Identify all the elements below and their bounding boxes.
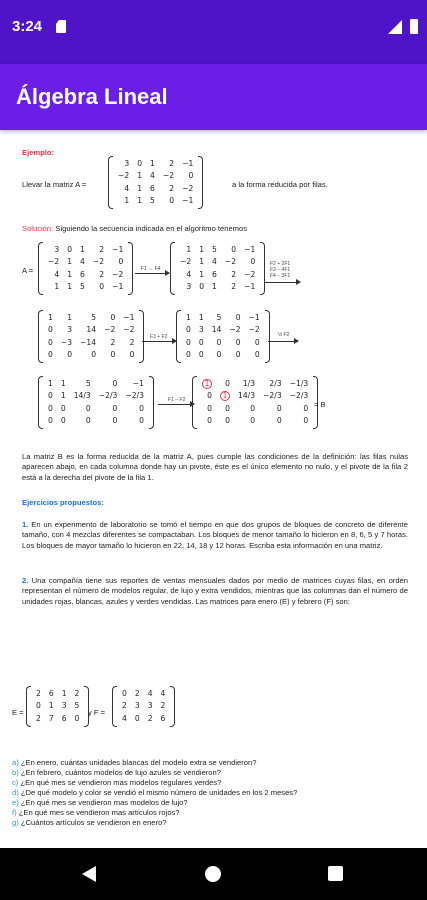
matrix-cell: 0: [60, 415, 66, 425]
matrix-cell: 1: [54, 281, 60, 291]
matrix-row: [182, 324, 264, 336]
matrix-cell: 3: [198, 325, 204, 335]
matrix-cell: −1: [182, 159, 194, 168]
matrix-row: [114, 170, 197, 182]
matrix-cell: 6: [160, 713, 166, 723]
matrix-cell: 1: [150, 159, 155, 168]
matrix-cell: 4: [54, 269, 60, 279]
step1-arrow: [135, 273, 169, 274]
signal-icon: [388, 20, 402, 34]
matrix-cell: 5: [74, 701, 80, 711]
matrix-cell: 0: [225, 415, 230, 425]
matrix-cell: 0: [110, 313, 116, 322]
matrix-cell: −2: [248, 325, 260, 335]
matrix-row: [44, 312, 138, 324]
question-item: [12, 808, 180, 818]
matrix-cell: 4: [124, 183, 130, 193]
exercise-1: [22, 520, 408, 551]
matrix-cell: 2: [110, 337, 116, 347]
question-text: ¿En qué mes se vendieron mas modelos regulares verdes?: [20, 778, 222, 787]
matrix-cell: 4: [212, 257, 217, 267]
matrix-cell: 0: [67, 349, 73, 359]
matrix-cell: 5: [150, 195, 155, 205]
question-text: ¿En febrero, cuántos modelos de lujo azules se vendieron?: [20, 768, 221, 777]
matrix-cell: 1: [198, 313, 204, 322]
matrix-cell: 0: [276, 403, 282, 413]
matrix-cell: 3: [67, 325, 73, 335]
example-intro: Llevar la matriz A =: [22, 180, 87, 189]
matrix-cell: 0: [198, 349, 204, 359]
question-item: [12, 768, 221, 778]
matrix-cell: −2: [180, 257, 192, 267]
matrix-cell: 0: [36, 701, 41, 711]
matrix-row: [198, 403, 312, 415]
question-item: [12, 788, 297, 798]
matrix-cell: 0: [48, 391, 53, 401]
back-icon[interactable]: [82, 866, 96, 882]
matrix-cell: 0: [91, 349, 97, 359]
matrix-row: [114, 183, 197, 195]
matrix-cell: −2/3: [289, 391, 309, 401]
question-letter: e): [12, 798, 21, 807]
matrix-cell: −1: [248, 313, 260, 322]
matrix-cell: 0: [254, 349, 260, 359]
battery-icon: [410, 19, 418, 34]
matrix-cell: 4: [160, 689, 166, 698]
step1-label: A =: [22, 266, 34, 275]
matrix-cell: −14: [80, 337, 97, 347]
step1-op: F1 ↔ F4: [141, 266, 161, 272]
example-heading: Ejemplo:: [22, 148, 55, 157]
matrix-row: [118, 713, 169, 725]
matrix-cell: 1: [137, 171, 143, 181]
pivot-marker: 1: [202, 379, 212, 389]
matrix-cell: 14/3: [238, 391, 256, 401]
matrix-cell: 5: [85, 379, 91, 388]
matrix-cell: 6: [61, 713, 67, 723]
matrix-cell: −2: [182, 183, 194, 193]
matrix-cell: 0: [188, 171, 194, 181]
matrix-cell: −2/3: [98, 391, 118, 401]
matrix-cell: −2: [224, 257, 237, 267]
question-letter: c): [12, 778, 21, 787]
matrix-cell: 0: [216, 337, 222, 347]
matrix-row: [198, 378, 312, 390]
matrix-cell: 5: [91, 313, 97, 322]
matrix-cell: 1: [60, 391, 66, 401]
matrix-cell: 1: [67, 269, 73, 279]
matrix-row: [44, 324, 138, 336]
matrix-cell: 0: [99, 281, 105, 291]
matrix-row: [114, 195, 197, 207]
matrix-cell: −1: [112, 281, 124, 291]
matrix-cell: 0: [198, 337, 204, 347]
question-item: [12, 798, 188, 808]
matrix-cell: 1: [67, 281, 73, 291]
question-item: [12, 758, 256, 768]
exercise-2: [22, 576, 408, 607]
question-letter: b): [12, 768, 21, 777]
matrix-cell: 3: [124, 159, 130, 168]
matrix-row: [44, 256, 127, 268]
matrix-cell: −1: [182, 195, 194, 205]
matrix-cell: 6: [48, 689, 54, 698]
matrix-cell: 2: [169, 183, 175, 193]
example-intro-tail: a la forma reducida por filas.: [232, 180, 328, 189]
matrix-cell: 0: [169, 195, 175, 205]
matrix-cell: 0: [207, 415, 212, 425]
matrix-cell: 0: [186, 349, 191, 359]
sim-card-icon: [56, 20, 66, 33]
matrix-cell: 4: [147, 689, 153, 698]
matrix-cell: 0: [303, 403, 309, 413]
matrix-cell: 0: [231, 245, 237, 254]
step6-matrix: [192, 376, 318, 429]
matrix-cell: 3: [134, 701, 140, 711]
matrix-row: [176, 269, 259, 281]
matrix-cell: −2/3: [263, 391, 282, 401]
exercise-2-text: Una compañía tiene sus reportes de ventas mensuales dados por medio de matrices cuyas filas, en orden representan el número de modelos regular, de lujo y extra vendidos, mientras que las columnas dan el número de unidades rojas, blancas, azules y verdes vendidas. Las matrices para enero (E) y febrero (F) son:: [22, 576, 408, 606]
matrix-row: [44, 403, 148, 415]
matrix-cell: 0: [48, 337, 53, 347]
matrix-cell: 0: [137, 159, 143, 168]
matrix-row: [176, 256, 259, 268]
matrix-cell: −1: [123, 313, 135, 322]
matrix-row: [182, 312, 264, 324]
navigation-bar: [0, 848, 427, 900]
matrix-cell: 1: [199, 269, 205, 279]
matrix-cell: 6: [212, 269, 217, 279]
matrix-cell: −3: [60, 337, 73, 347]
matrix-cell: 0: [216, 349, 222, 359]
matrix-cell: 2: [160, 701, 166, 711]
matrix-cell: [198, 378, 216, 390]
matrix-cell: 2: [99, 269, 105, 279]
matrix-row: [44, 269, 127, 281]
matrix-cell: −2/3: [125, 391, 144, 401]
question-letter: g): [12, 818, 21, 827]
step4-matrix: [176, 310, 270, 363]
question-letter: f): [12, 808, 19, 817]
matrix-cell: 3: [61, 701, 67, 711]
matrix-cell: 0: [134, 713, 140, 723]
matrix-cell: 2: [74, 689, 80, 698]
matrix-cell: 3: [54, 245, 60, 254]
matrix-cell: 6: [150, 183, 155, 193]
matrix-cell: 0: [85, 415, 91, 425]
question-text: ¿De qué modelo y color se vendió el mismo número de unidades en los 2 meses?: [20, 788, 298, 797]
exercise-1-text: En un experimento de laboratorio se tomó el tiempo en que dos grupos de bloques de concreto de diferente tamaño, con 4 mezclas diferentes se compactaban. Los bloques de menor tamaño lo hicieron en 8, 6, 5 y 7 horas. Los bloques de mayor tamaño lo hicieron en 22, 14, 18 y 12 horas. Escriba esta información en una matriz.: [22, 520, 408, 550]
question-item: [12, 778, 221, 788]
question-text: ¿En qué mes se vendieron mas artículos rojos?: [18, 808, 180, 817]
matrix-cell: 0: [112, 403, 118, 413]
question-letter: a): [12, 758, 21, 767]
matrix-cell: 0: [303, 415, 309, 425]
matrix-cell: 0: [250, 257, 256, 267]
matrix-f: [112, 686, 175, 727]
matrix-row: [32, 713, 83, 725]
solution-line: [22, 224, 247, 234]
matrix-cell: 5: [212, 245, 217, 254]
matrix-cell: 0: [122, 689, 127, 698]
question-text: ¿En enero, cuántas unidades blancas del modelo extra se vendieron?: [20, 758, 257, 767]
matrix-cell: 0: [48, 349, 53, 359]
home-icon[interactable]: [205, 866, 221, 882]
result-label: = B: [314, 400, 326, 409]
matrix-cell: −1: [244, 245, 256, 254]
status-bar: [0, 0, 427, 64]
matrix-row: [118, 688, 169, 700]
matrix-cell: 1: [67, 313, 73, 322]
matrix-cell: 0: [254, 337, 260, 347]
step3-op: F3 + F2: [150, 334, 168, 340]
matrix-cell: −1/3: [289, 379, 309, 388]
matrix-cell: 0: [225, 379, 230, 388]
step5-arrow: [158, 404, 194, 405]
matrix-row: [32, 688, 83, 700]
matrix-cell: −2: [118, 171, 130, 181]
matrix-cell: 7: [48, 713, 54, 723]
matrix-cell: 0: [67, 245, 73, 254]
step2-op-3: F4 − 3F1: [270, 273, 291, 279]
step3-matrix: [38, 310, 144, 363]
matrix-cell: 4: [80, 257, 85, 267]
step5-op: F1 − F2: [168, 397, 186, 403]
pivot-marker: 1: [220, 391, 230, 401]
matrix-cell: 0: [110, 349, 116, 359]
matrix-cell: 1: [199, 257, 205, 267]
matrix-cell: −1: [244, 281, 256, 291]
matrix-cell: 0: [186, 337, 191, 347]
matrix-cell: 1: [48, 313, 53, 322]
matrix-cell: −2: [162, 171, 175, 181]
exercises-heading: Ejercicios propuestos:: [22, 498, 104, 507]
matrix-cell: 2/3: [269, 379, 282, 388]
step2-arrow: [264, 282, 300, 283]
matrix-cell: −2: [92, 257, 105, 267]
matrix-cell: −1: [132, 379, 144, 388]
matrix-row: [44, 281, 127, 293]
matrix-cell: −2: [104, 325, 116, 335]
matrix-cell: [216, 390, 234, 402]
matrix-row: [44, 349, 138, 361]
matrix-cell: 2: [147, 713, 153, 723]
matrix-cell: 1: [61, 689, 67, 698]
conclusion-text: La matriz B es la forma reducida de la matriz A, pues cumple las condiciones de la definición: las filas nulas aparecen abajo, en cada columna donde hay un pivote, éste es el único elemento no nulo, y el pivote de la fila 2 está a la derecha del pivote de la fila 1.: [22, 452, 408, 482]
matrix-cell: 1: [137, 195, 143, 205]
step5-matrix: [38, 376, 154, 429]
matrix-f-label: y F =: [88, 708, 106, 717]
step3-arrow: [142, 341, 176, 342]
matrix-cell: −2: [112, 269, 124, 279]
matrix-cell: 1: [186, 313, 191, 322]
matrix-cell: 2: [36, 713, 41, 723]
question-letter: d): [12, 788, 21, 797]
step2-op-2: F3 − 4F1: [270, 267, 291, 273]
matrix-cell: −2: [123, 325, 135, 335]
matrix-row: [176, 244, 259, 256]
question-text: ¿Cuántos artículos se vendieron en enero?: [20, 818, 167, 827]
matrix-cell: 14: [211, 325, 222, 335]
matrix-cell: 1/3: [242, 379, 256, 388]
app-title: Álgebra Lineal: [16, 84, 168, 109]
matrix-cell: 0: [199, 281, 205, 291]
matrix-cell: 0: [207, 391, 212, 401]
matrix-cell: 0: [186, 325, 191, 335]
step2-ops: [270, 261, 290, 279]
matrix-cell: 1: [186, 245, 192, 254]
matrix-e-label: E =: [12, 708, 24, 717]
matrix-cell: 0: [112, 415, 118, 425]
step4-arrow: [268, 341, 298, 342]
matrix-cell: 14/3: [73, 391, 91, 401]
matrix-cell: 4: [150, 171, 155, 181]
matrix-cell: 2: [231, 269, 237, 279]
matrix-cell: 0: [118, 257, 124, 267]
matrix-cell: 1: [199, 245, 205, 254]
step1-matrix: [38, 242, 133, 295]
exercise-2-number: 2.: [22, 576, 29, 585]
matrix-cell: 0: [85, 403, 91, 413]
matrix-row: [44, 390, 148, 402]
matrix-cell: 0: [139, 415, 144, 425]
question-item: [12, 818, 167, 828]
step4-op: ⅓ F2: [278, 332, 290, 338]
matrix-row: [176, 281, 259, 293]
step2-op-1: F2 + 2F1: [270, 261, 291, 267]
matrix-row: [198, 415, 312, 427]
matrix-cell: 2: [122, 701, 127, 711]
lesson-content[interactable]: [0, 130, 427, 848]
matrix-cell: 1: [48, 701, 54, 711]
matrix-cell: 0: [207, 403, 212, 413]
matrix-row: [182, 337, 264, 349]
step2-matrix: [170, 242, 265, 295]
solution-text: Siguiendo la secuencia indicada en el algoritmo tenemos: [55, 224, 248, 233]
matrix-cell: 3: [147, 701, 153, 711]
matrix-cell: 5: [80, 281, 85, 291]
matrix-cell: 0: [250, 415, 256, 425]
app-bar: [0, 64, 427, 130]
matrix-row: [44, 415, 148, 427]
matrix-cell: 0: [60, 403, 66, 413]
matrix-cell: 3: [186, 281, 192, 291]
matrix-cell: 0: [250, 403, 256, 413]
matrix-row: [198, 390, 312, 402]
matrix-cell: 0: [48, 415, 53, 425]
status-time: 3:24: [12, 18, 43, 35]
matrix-cell: −2: [229, 325, 241, 335]
matrix-cell: 0: [129, 349, 135, 359]
recents-icon[interactable]: [328, 866, 343, 881]
matrix-cell: 1: [80, 245, 85, 254]
matrix-cell: 1: [48, 379, 53, 388]
matrix-cell: 0: [74, 713, 80, 723]
matrix-row: [44, 337, 138, 349]
matrix-cell: 4: [122, 713, 127, 723]
solution-label: Solución:: [22, 224, 54, 233]
matrix-cell: 1: [212, 281, 217, 291]
matrix-cell: 0: [235, 337, 241, 347]
matrix-cell: 0: [235, 349, 241, 359]
matrix-row: [118, 700, 169, 712]
matrix-cell: 4: [186, 269, 192, 279]
exercise-1-number: 1.: [22, 520, 29, 529]
matrix-cell: 14: [86, 325, 97, 335]
matrix-cell: −2: [48, 257, 60, 267]
matrix-e: [26, 686, 89, 727]
matrix-cell: 0: [225, 403, 230, 413]
matrix-cell: 0: [48, 325, 53, 335]
matrix-row: [182, 349, 264, 361]
matrix-cell: 0: [235, 313, 241, 322]
matrix-cell: 2: [231, 281, 237, 291]
matrix-cell: 2: [99, 245, 105, 254]
matrix-cell: 0: [112, 379, 118, 388]
matrix-cell: 6: [80, 269, 85, 279]
matrix-a: [108, 156, 203, 209]
matrix-cell: −1: [112, 245, 124, 254]
question-text: ¿En qué mes se vendieron mas modelos de lujo?: [20, 798, 188, 807]
matrix-row: [32, 700, 83, 712]
matrix-cell: 2: [134, 689, 140, 698]
matrix-cell: 1: [60, 379, 66, 388]
matrix-cell: 2: [169, 159, 175, 168]
matrix-row: [44, 244, 127, 256]
matrix-cell: 1: [137, 183, 143, 193]
matrix-cell: 1: [124, 195, 130, 205]
matrix-cell: 2: [36, 689, 41, 698]
matrix-cell: 5: [216, 313, 222, 322]
matrix-row: [44, 378, 148, 390]
matrix-cell: 0: [48, 403, 53, 413]
matrix-cell: −2: [244, 269, 256, 279]
matrix-cell: 0: [276, 415, 282, 425]
matrix-cell: 0: [139, 403, 144, 413]
matrix-cell: 2: [129, 337, 135, 347]
matrix-cell: 1: [67, 257, 73, 267]
matrix-row: [114, 158, 197, 170]
